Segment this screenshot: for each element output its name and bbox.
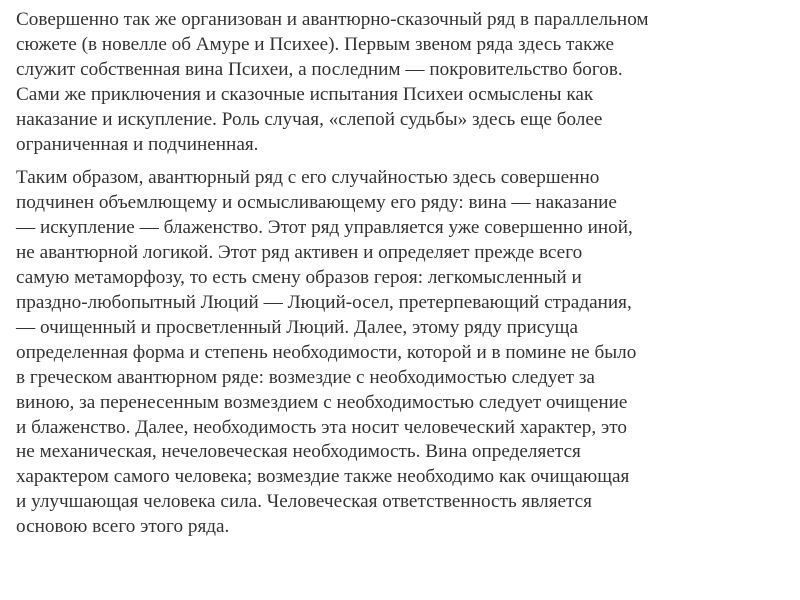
text-line: Таким образом, авантюрный ряд с его случайностью здесь совершенно <box>16 167 600 189</box>
text-line: не авантюрной логикой. Этот ряд активен и определяет прежде всего <box>16 242 583 264</box>
text-line: Сами же приключения и сказочные испытания Психеи осмыслены как <box>16 83 594 105</box>
text-line: праздно-любопытный Люций — Люций-осел, претерпевающий страдания, <box>16 291 632 313</box>
paragraph-1 <box>16 8 776 157</box>
text-line: — очищенный и просветленный Люций. Далее, этому ряду присуща <box>16 316 578 338</box>
text-line: не механическая, нечеловеческая необходимость. Вина определяется <box>16 441 581 463</box>
text-line: наказание и искупление. Роль случая, «слепой судьбы» здесь еще более <box>16 108 603 130</box>
text-line: самую метаморфозу, то есть смену образов героя: легкомысленный и <box>16 267 582 289</box>
text-line: виною, за перенесенным возмездием с необходимостью следует очищение <box>16 391 628 413</box>
text-line: сюжете (в новелле об Амуре и Психее). Первым звеном ряда здесь также <box>16 33 614 55</box>
paragraph-2 <box>16 166 776 540</box>
text-line: Совершенно так же организован и авантюрно-сказочный ряд в параллельном <box>16 9 649 30</box>
text-line: и улучшающая человека сила. Человеческая ответственность является <box>16 491 592 513</box>
text-line: — искупление — блаженство. Этот ряд управляется уже совершенно иной, <box>16 217 633 239</box>
text-line: в греческом авантюрном ряде: возмездие с необходимостью следует за <box>16 366 595 388</box>
text-line: характером самого человека; возмездие также необходимо как очищающая <box>16 466 630 488</box>
text-line: определенная форма и степень необходимости, которой и в помине не было <box>16 341 637 363</box>
text-line: ограниченная и подчиненная. <box>16 133 259 155</box>
text-line: и блаженство. Далее, необходимость эта носит человеческий характер, это <box>16 416 627 438</box>
text-line: служит собственная вина Психеи, а последним — покровительство богов. <box>16 58 623 80</box>
text-line: подчинен объемлющему и осмысливающему его ряду: вина — наказание <box>16 192 617 214</box>
text-line: основою всего этого ряда. <box>16 516 230 538</box>
